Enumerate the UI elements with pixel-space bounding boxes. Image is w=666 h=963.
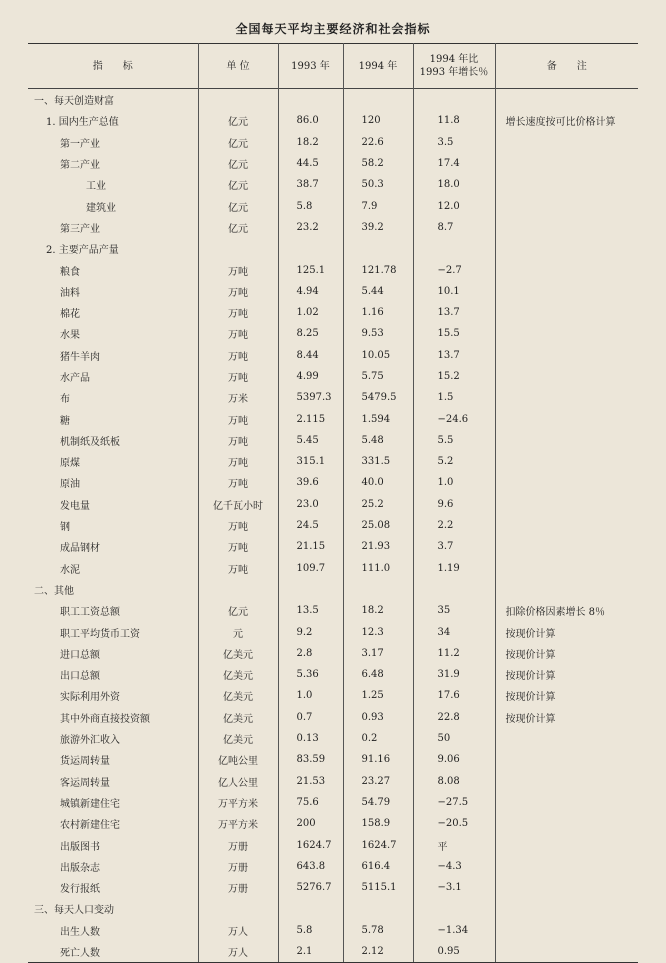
unit-cell: 万吨 xyxy=(198,302,278,323)
table-row xyxy=(28,345,638,366)
growth-cell: 12.0 xyxy=(413,195,495,216)
table-row xyxy=(28,217,638,238)
table-row xyxy=(28,877,638,898)
indicator-cell: 农村新建住宅 xyxy=(60,820,120,832)
table-row xyxy=(28,856,638,877)
growth-cell: 1.19 xyxy=(413,558,495,579)
unit-cell: 亿元 xyxy=(198,217,278,238)
value-1993-cell: 86.0 xyxy=(278,110,343,131)
indicator-cell: 职工平均货币工资 xyxy=(60,628,140,640)
value-1994-cell: 120 xyxy=(343,110,413,131)
value-1994-cell xyxy=(343,898,413,919)
note-cell: 按现价计算 xyxy=(495,621,638,642)
table-row xyxy=(28,132,638,153)
growth-cell: 35 xyxy=(413,600,495,621)
indicator-cell: 猪牛羊肉 xyxy=(60,351,100,363)
table-row xyxy=(28,621,638,642)
growth-cell: 2.2 xyxy=(413,515,495,536)
value-1993-cell: 0.13 xyxy=(278,728,343,749)
indicator-cell: 2. 主要产品产量 xyxy=(46,245,119,257)
value-1993-cell: 39.6 xyxy=(278,472,343,493)
growth-cell: 3.7 xyxy=(413,536,495,557)
table-row xyxy=(28,792,638,813)
table-row xyxy=(28,579,638,600)
indicator-cell: 实际利用外资 xyxy=(60,692,120,704)
unit-cell: 亿人公里 xyxy=(198,771,278,792)
value-1994-cell: 1.16 xyxy=(343,302,413,323)
value-1994-cell: 91.16 xyxy=(343,749,413,770)
table-row xyxy=(28,408,638,429)
note-cell: 扣除价格因素增长 8％ xyxy=(495,600,638,621)
note-cell xyxy=(495,771,638,792)
header-note: 备 注 xyxy=(495,44,638,89)
value-1994-cell: 5.48 xyxy=(343,430,413,451)
table-row xyxy=(28,430,638,451)
value-1993-cell: 200 xyxy=(278,813,343,834)
table-row xyxy=(28,281,638,302)
note-cell xyxy=(495,174,638,195)
growth-cell: −4.3 xyxy=(413,856,495,877)
unit-cell: 亿元 xyxy=(198,110,278,131)
value-1993-cell: 75.6 xyxy=(278,792,343,813)
indicators-table xyxy=(28,43,638,963)
value-1993-cell: 21.53 xyxy=(278,771,343,792)
table-body xyxy=(28,89,638,963)
indicator-cell: 水产品 xyxy=(60,373,90,384)
unit-cell: 万吨 xyxy=(198,408,278,429)
unit-cell: 万册 xyxy=(198,877,278,898)
unit-cell: 万米 xyxy=(198,387,278,408)
value-1994-cell: 5.44 xyxy=(343,281,413,302)
table-row xyxy=(28,898,638,919)
unit-cell: 万吨 xyxy=(198,345,278,366)
table-row xyxy=(28,259,638,280)
table-row xyxy=(28,515,638,536)
value-1994-cell: 3.17 xyxy=(343,643,413,664)
table-row xyxy=(28,536,638,557)
table-row xyxy=(28,472,638,493)
note-cell xyxy=(495,451,638,472)
value-1993-cell xyxy=(278,238,343,259)
indicator-cell: 其中外商直接投资额 xyxy=(60,713,150,725)
unit-cell: 万吨 xyxy=(198,366,278,387)
growth-cell: 17.6 xyxy=(413,685,495,706)
value-1993-cell: 5397.3 xyxy=(278,387,343,408)
growth-cell: 13.7 xyxy=(413,302,495,323)
value-1993-cell: 5.36 xyxy=(278,664,343,685)
growth-cell: 22.8 xyxy=(413,707,495,728)
indicator-cell: 1. 国内生产总值 xyxy=(46,117,119,129)
note-cell xyxy=(495,217,638,238)
indicator-cell: 货运周转量 xyxy=(60,756,110,768)
unit-cell: 亿美元 xyxy=(198,707,278,728)
value-1994-cell: 50.3 xyxy=(343,174,413,195)
indicator-cell: 出口总额 xyxy=(60,671,100,683)
growth-cell xyxy=(413,238,495,259)
note-cell xyxy=(495,366,638,387)
growth-cell: 平 xyxy=(413,834,495,855)
growth-cell: −1.34 xyxy=(413,920,495,941)
indicator-cell: 发电量 xyxy=(60,500,90,512)
value-1994-cell xyxy=(343,579,413,600)
value-1993-cell xyxy=(278,89,343,111)
value-1993-cell: 8.44 xyxy=(278,345,343,366)
value-1993-cell: 1.02 xyxy=(278,302,343,323)
value-1993-cell: 2.8 xyxy=(278,643,343,664)
note-cell xyxy=(495,558,638,579)
indicator-cell: 工业 xyxy=(86,181,106,193)
value-1994-cell: 22.6 xyxy=(343,132,413,153)
indicator-cell: 一、每天创造财富 xyxy=(34,96,114,108)
note-cell xyxy=(495,515,638,536)
header-growth-line1: 1994 年比 xyxy=(429,54,479,65)
growth-cell: 8.08 xyxy=(413,771,495,792)
indicator-cell: 出版图书 xyxy=(60,841,100,853)
value-1993-cell xyxy=(278,898,343,919)
value-1994-cell: 25.08 xyxy=(343,515,413,536)
value-1993-cell: 315.1 xyxy=(278,451,343,472)
note-cell xyxy=(495,281,638,302)
note-cell xyxy=(495,749,638,770)
table-row xyxy=(28,494,638,515)
unit-cell xyxy=(198,238,278,259)
note-cell xyxy=(495,238,638,259)
note-cell xyxy=(495,302,638,323)
unit-cell: 亿元 xyxy=(198,195,278,216)
table-row xyxy=(28,941,638,963)
table-row xyxy=(28,174,638,195)
value-1994-cell: 5479.5 xyxy=(343,387,413,408)
growth-cell: 5.5 xyxy=(413,430,495,451)
value-1993-cell: 0.7 xyxy=(278,707,343,728)
table-row xyxy=(28,771,638,792)
table-row xyxy=(28,238,638,259)
table-row xyxy=(28,366,638,387)
value-1994-cell: 21.93 xyxy=(343,536,413,557)
indicator-cell: 机制纸及纸板 xyxy=(60,436,120,448)
value-1994-cell: 121.78 xyxy=(343,259,413,280)
note-cell xyxy=(495,494,638,515)
growth-cell: 8.7 xyxy=(413,217,495,238)
table-row xyxy=(28,707,638,728)
table-row xyxy=(28,664,638,685)
header-1993: 1993 年 xyxy=(278,44,343,89)
table-row xyxy=(28,387,638,408)
value-1994-cell: 10.05 xyxy=(343,345,413,366)
unit-cell: 万吨 xyxy=(198,536,278,557)
table-row xyxy=(28,89,638,111)
value-1994-cell: 5.78 xyxy=(343,920,413,941)
value-1993-cell: 4.94 xyxy=(278,281,343,302)
growth-cell: 1.5 xyxy=(413,387,495,408)
indicator-cell: 死亡人数 xyxy=(28,941,198,963)
value-1993-cell: 18.2 xyxy=(278,132,343,153)
value-1993-cell: 125.1 xyxy=(278,259,343,280)
header-row xyxy=(28,44,638,89)
indicator-cell: 粮食 xyxy=(60,266,80,278)
note-cell xyxy=(495,898,638,919)
indicator-cell: 职工工资总额 xyxy=(60,607,120,619)
growth-cell xyxy=(413,898,495,919)
indicator-cell: 第三产业 xyxy=(60,223,100,235)
table-row xyxy=(28,451,638,472)
table-row xyxy=(28,600,638,621)
growth-cell: 31.9 xyxy=(413,664,495,685)
value-1994-cell: 7.9 xyxy=(343,195,413,216)
unit-cell xyxy=(198,579,278,600)
value-1994-cell: 18.2 xyxy=(343,600,413,621)
value-1993-cell: 23.2 xyxy=(278,217,343,238)
indicator-cell: 原油 xyxy=(60,479,80,491)
growth-cell: 15.2 xyxy=(413,366,495,387)
growth-cell: 1.0 xyxy=(413,472,495,493)
value-1994-cell xyxy=(343,89,413,111)
unit-cell: 万平方米 xyxy=(198,813,278,834)
indicator-cell: 钢 xyxy=(60,522,70,534)
unit-cell: 万册 xyxy=(198,856,278,877)
indicator-cell: 成品钢材 xyxy=(60,543,100,555)
unit-cell xyxy=(198,898,278,919)
value-1993-cell: 109.7 xyxy=(278,558,343,579)
growth-cell xyxy=(413,579,495,600)
unit-cell: 亿美元 xyxy=(198,643,278,664)
note-cell xyxy=(495,834,638,855)
table-row xyxy=(28,685,638,706)
value-1994-cell: 1.25 xyxy=(343,685,413,706)
unit-cell: 亿美元 xyxy=(198,728,278,749)
unit-cell: 万吨 xyxy=(198,430,278,451)
note-cell xyxy=(495,387,638,408)
unit-cell: 万吨 xyxy=(198,515,278,536)
growth-cell: 13.7 xyxy=(413,345,495,366)
indicator-cell: 油料 xyxy=(60,287,80,299)
value-1993-cell: 2.1 xyxy=(278,941,343,963)
note-cell xyxy=(495,536,638,557)
indicator-cell: 水泥 xyxy=(60,564,80,576)
growth-cell: 5.2 xyxy=(413,451,495,472)
table-row xyxy=(28,323,638,344)
growth-cell: 34 xyxy=(413,621,495,642)
note-cell xyxy=(495,132,638,153)
indicator-cell: 糖 xyxy=(60,415,70,427)
growth-cell: 18.0 xyxy=(413,174,495,195)
value-1994-cell: 54.79 xyxy=(343,792,413,813)
growth-cell: 9.6 xyxy=(413,494,495,515)
indicator-cell: 第一产业 xyxy=(60,138,100,150)
value-1994-cell: 0.2 xyxy=(343,728,413,749)
table-row xyxy=(28,728,638,749)
value-1994-cell: 25.2 xyxy=(343,494,413,515)
value-1994-cell: 5115.1 xyxy=(343,877,413,898)
table-title: 全国每天平均主要经济和社会指标 xyxy=(235,22,431,36)
table-row xyxy=(28,302,638,323)
value-1993-cell: 5276.7 xyxy=(278,877,343,898)
note-cell xyxy=(495,920,638,941)
note-cell: 增长速度按可比价格计算 xyxy=(495,110,638,131)
note-cell xyxy=(495,153,638,174)
value-1993-cell: 23.0 xyxy=(278,494,343,515)
growth-cell xyxy=(413,89,495,111)
value-1993-cell: 44.5 xyxy=(278,153,343,174)
value-1994-cell: 40.0 xyxy=(343,472,413,493)
note-cell xyxy=(495,579,638,600)
value-1993-cell: 24.5 xyxy=(278,515,343,536)
value-1994-cell: 6.48 xyxy=(343,664,413,685)
value-1993-cell: 21.15 xyxy=(278,536,343,557)
value-1994-cell: 158.9 xyxy=(343,813,413,834)
note-cell xyxy=(495,941,638,963)
table-row xyxy=(28,643,638,664)
unit-cell: 万吨 xyxy=(198,281,278,302)
value-1994-cell xyxy=(343,238,413,259)
note-cell xyxy=(495,259,638,280)
header-unit: 单 位 xyxy=(198,44,278,89)
value-1994-cell: 12.3 xyxy=(343,621,413,642)
value-1993-cell: 38.7 xyxy=(278,174,343,195)
indicator-cell: 出生人数 xyxy=(60,926,100,938)
table-row xyxy=(28,558,638,579)
growth-cell: −27.5 xyxy=(413,792,495,813)
value-1993-cell: 1.0 xyxy=(278,685,343,706)
unit-cell: 亿元 xyxy=(198,132,278,153)
indicator-cell: 建筑业 xyxy=(86,202,116,214)
note-cell xyxy=(495,813,638,834)
value-1994-cell: 2.12 xyxy=(343,941,413,963)
unit-cell: 元 xyxy=(198,621,278,642)
indicator-cell: 水果 xyxy=(60,330,80,342)
note-cell xyxy=(495,856,638,877)
header-1994: 1994 年 xyxy=(343,44,413,89)
table-row xyxy=(28,920,638,941)
value-1994-cell: 616.4 xyxy=(343,856,413,877)
growth-cell: −2.7 xyxy=(413,259,495,280)
unit-cell: 万吨 xyxy=(198,451,278,472)
indicator-cell: 三、每天人口变动 xyxy=(34,905,114,917)
note-cell xyxy=(495,792,638,813)
indicator-cell: 二、其他 xyxy=(34,585,74,597)
value-1993-cell: 8.25 xyxy=(278,323,343,344)
table-row xyxy=(28,813,638,834)
value-1994-cell: 1624.7 xyxy=(343,834,413,855)
indicator-cell: 出版杂志 xyxy=(60,862,100,874)
unit-cell: 万吨 xyxy=(198,259,278,280)
value-1994-cell: 331.5 xyxy=(343,451,413,472)
indicator-cell: 旅游外汇收入 xyxy=(60,735,120,747)
growth-cell: 10.1 xyxy=(413,281,495,302)
table-row xyxy=(28,834,638,855)
header-growth-line2: 1993 年增长％ xyxy=(419,67,489,78)
value-1994-cell: 58.2 xyxy=(343,153,413,174)
indicator-cell: 第二产业 xyxy=(60,160,100,172)
indicator-cell: 棉花 xyxy=(60,309,80,321)
unit-cell: 万吨 xyxy=(198,323,278,344)
header-growth xyxy=(413,44,495,89)
unit-cell: 万人 xyxy=(198,941,278,963)
value-1994-cell: 111.0 xyxy=(343,558,413,579)
growth-cell: −3.1 xyxy=(413,877,495,898)
header-indicator: 指 标 xyxy=(92,60,133,72)
table-row xyxy=(28,110,638,131)
unit-cell: 亿元 xyxy=(198,153,278,174)
growth-cell: 11.2 xyxy=(413,643,495,664)
value-1994-cell: 23.27 xyxy=(343,771,413,792)
note-cell xyxy=(495,408,638,429)
indicator-cell: 布 xyxy=(60,394,70,406)
note-cell xyxy=(495,345,638,366)
note-cell: 按现价计算 xyxy=(495,707,638,728)
unit-cell: 亿元 xyxy=(198,600,278,621)
growth-cell: 3.5 xyxy=(413,132,495,153)
growth-cell: 9.06 xyxy=(413,749,495,770)
note-cell: 按现价计算 xyxy=(495,643,638,664)
indicator-cell: 城镇新建住宅 xyxy=(60,798,120,810)
value-1993-cell: 4.99 xyxy=(278,366,343,387)
value-1994-cell: 1.594 xyxy=(343,408,413,429)
note-cell xyxy=(495,430,638,451)
unit-cell: 亿元 xyxy=(198,174,278,195)
value-1994-cell: 5.75 xyxy=(343,366,413,387)
value-1993-cell: 2.115 xyxy=(278,408,343,429)
note-cell xyxy=(495,195,638,216)
unit-cell: 亿千瓦小时 xyxy=(198,494,278,515)
value-1993-cell: 5.45 xyxy=(278,430,343,451)
table-row xyxy=(28,749,638,770)
growth-cell: 17.4 xyxy=(413,153,495,174)
unit-cell: 万册 xyxy=(198,834,278,855)
note-cell: 按现价计算 xyxy=(495,685,638,706)
unit-cell xyxy=(198,89,278,111)
indicator-cell: 发行报纸 xyxy=(60,884,100,896)
note-cell: 按现价计算 xyxy=(495,664,638,685)
unit-cell: 亿吨公里 xyxy=(198,749,278,770)
indicator-cell: 进口总额 xyxy=(60,649,100,661)
value-1993-cell xyxy=(278,579,343,600)
value-1993-cell: 5.8 xyxy=(278,920,343,941)
unit-cell: 万吨 xyxy=(198,472,278,493)
growth-cell: 50 xyxy=(413,728,495,749)
note-cell xyxy=(495,323,638,344)
value-1993-cell: 83.59 xyxy=(278,749,343,770)
indicator-cell: 客运周转量 xyxy=(60,777,110,789)
note-cell xyxy=(495,877,638,898)
value-1993-cell: 13.5 xyxy=(278,600,343,621)
growth-cell: −20.5 xyxy=(413,813,495,834)
unit-cell: 亿美元 xyxy=(198,685,278,706)
table-row xyxy=(28,153,638,174)
growth-cell: −24.6 xyxy=(413,408,495,429)
value-1994-cell: 9.53 xyxy=(343,323,413,344)
value-1994-cell: 39.2 xyxy=(343,217,413,238)
indicator-cell: 原煤 xyxy=(60,458,80,470)
growth-cell: 11.8 xyxy=(413,110,495,131)
value-1993-cell: 643.8 xyxy=(278,856,343,877)
unit-cell: 亿美元 xyxy=(198,664,278,685)
value-1993-cell: 5.8 xyxy=(278,195,343,216)
growth-cell: 15.5 xyxy=(413,323,495,344)
unit-cell: 万平方米 xyxy=(198,792,278,813)
table-row xyxy=(28,195,638,216)
growth-cell: 0.95 xyxy=(413,941,495,963)
note-cell xyxy=(495,472,638,493)
unit-cell: 万人 xyxy=(198,920,278,941)
note-cell xyxy=(495,728,638,749)
value-1993-cell: 1624.7 xyxy=(278,834,343,855)
unit-cell: 万吨 xyxy=(198,558,278,579)
value-1993-cell: 9.2 xyxy=(278,621,343,642)
note-cell xyxy=(495,89,638,111)
value-1994-cell: 0.93 xyxy=(343,707,413,728)
